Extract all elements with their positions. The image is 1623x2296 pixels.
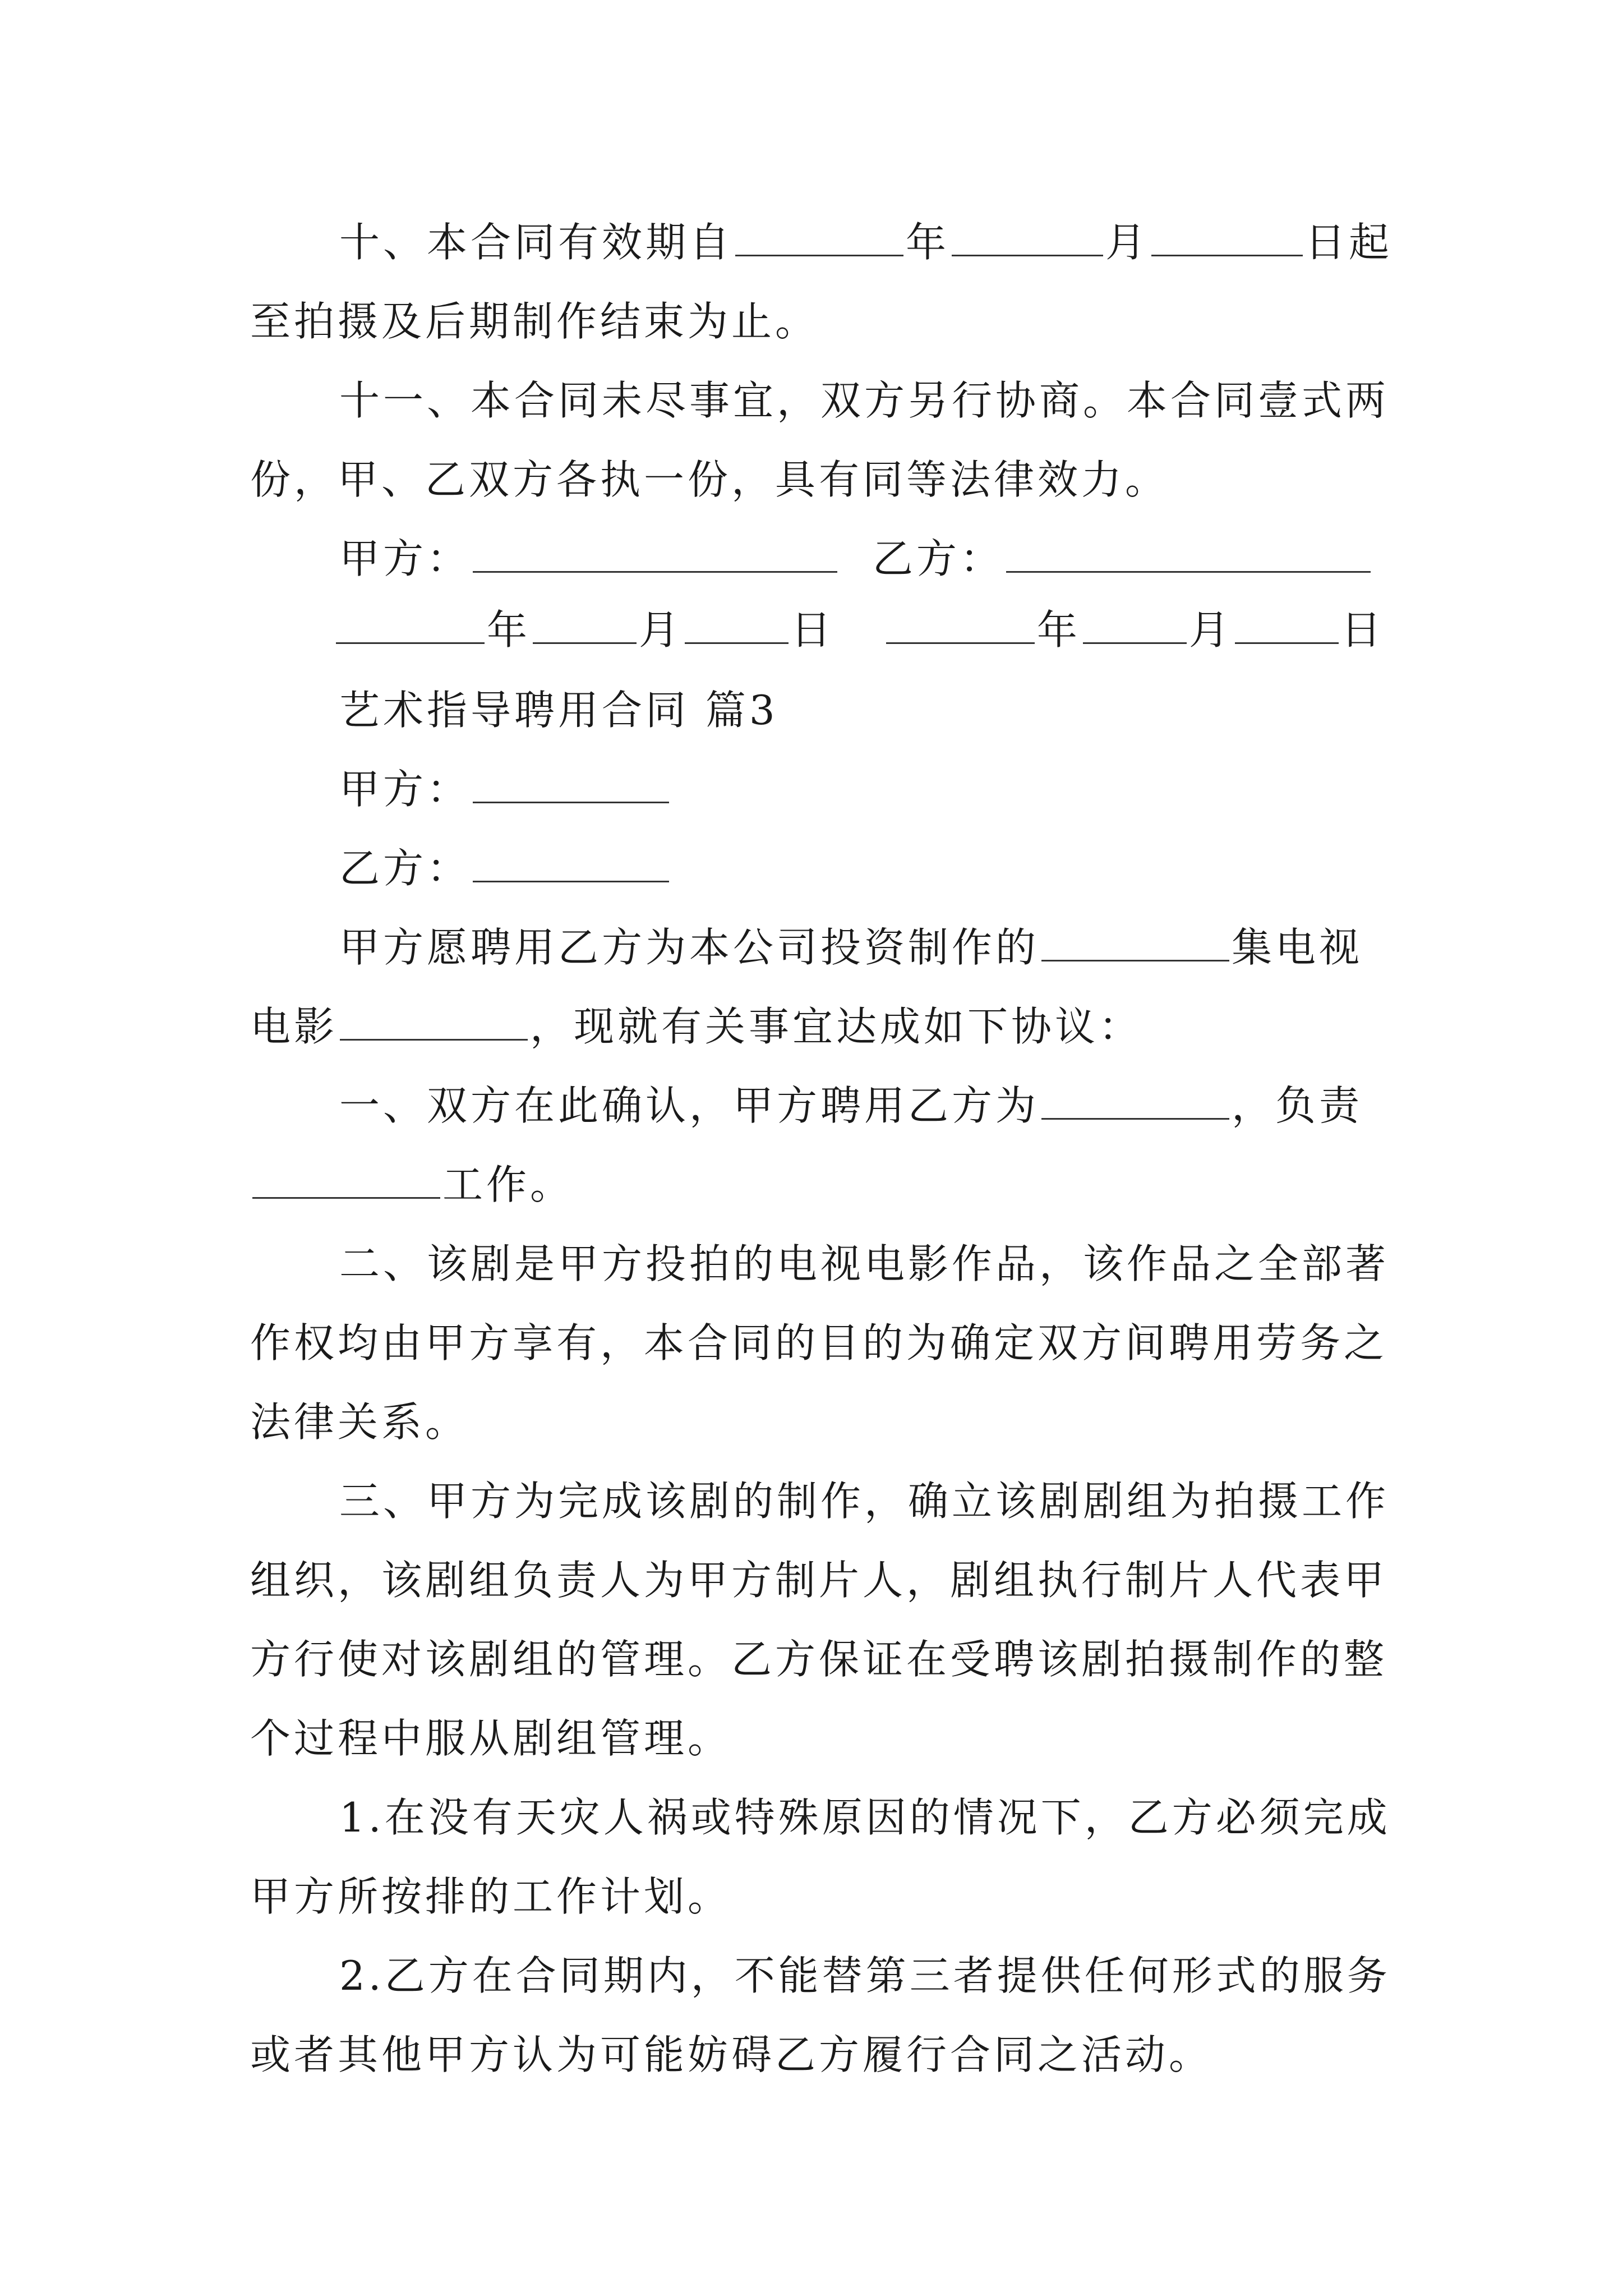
intro-text-1a: 甲方愿聘用乙方为本公司投资制作的 [339,924,1040,971]
party-b-day-label: 日 [1340,606,1385,654]
month-label: 月 [1105,219,1150,266]
clause-2-line-3: 法律关系。 [250,1398,469,1446]
party-b-line [339,840,671,896]
clause-1-text-a: 一、双方在此确认，甲方聘用乙方为 [339,1082,1040,1129]
intro-text-2b: ，现就有关事宜达成如下协议： [530,1003,1143,1050]
party-b-label: 乙方： [339,845,471,892]
party-b-year-label: 年 [1036,606,1081,654]
party-a-month-label: 月 [639,606,683,654]
clause-3-line-4: 个过程中服从剧组管理。 [250,1715,732,1762]
party-b-month-label: 月 [1188,606,1233,654]
start-day-blank [1151,217,1303,256]
item-2-line-1: 2.乙方在合同期内，不能替第三者提供任何形式的服务 [339,1952,1391,1999]
party-b-name-blank [473,843,669,882]
item-1-line-1: 1.在没有天灾人祸或特殊原因的情况下，乙方必须完成 [339,1794,1391,1841]
position-blank [1041,1080,1229,1120]
intro-line-2 [250,999,1142,1055]
party-a-line [339,761,671,817]
clause-11-line-1: 十一、本合同未尽事宜，双方另行协商。本合同壹式两 [339,377,1390,424]
intro-line-1 [339,919,1363,976]
clause-3-line-1: 三、甲方为完成该剧的制作，确立该剧剧组为拍摄工作 [339,1478,1390,1525]
item-1-line-2: 甲方所按排的工作计划。 [250,1873,732,1920]
film-title-blank [340,1001,528,1041]
clause-10-line-1 [339,214,1393,270]
party-b-day-blank [1235,604,1339,644]
clause-1-line-2 [250,1157,574,1213]
signature-dates [334,602,1385,658]
day-from-label: 日起 [1305,219,1393,266]
party-a-month-blank [533,604,637,644]
party-a-year-blank [336,604,485,644]
clause-1-text-b: ，负责 [1232,1082,1363,1129]
party-b-month-blank [1083,604,1187,644]
party-a-year-label: 年 [487,606,531,654]
party-a-name-blank [473,763,669,803]
clause-11-line-2: 份，甲、乙双方各执一份，具有同等法律效力。 [250,456,1169,503]
duty-blank [252,1159,440,1199]
episode-count-blank [1041,922,1229,961]
start-month-blank [952,217,1103,256]
clause-2-line-1: 二、该剧是甲方投拍的电视电影作品，该作品之全部著 [339,1240,1390,1287]
signature-party-a: 甲方： [339,535,471,582]
intro-text-2a: 电影 [250,1003,338,1050]
party-a-day-label: 日 [791,606,835,654]
clause-1-line-1 [339,1078,1363,1134]
clause-3-line-3: 方行使对该剧组的管理。乙方保证在受聘该剧拍摄制作的整 [250,1636,1388,1683]
party-a-signature-blank [473,533,837,573]
clause-3-line-2: 组织，该剧组负责人为甲方制片人，剧组执行制片人代表甲 [250,1557,1388,1604]
party-b-year-blank [886,604,1035,644]
item-2-line-2: 或者其他甲方认为可能妨碍乙方履行合同之活动。 [250,2031,1213,2078]
intro-text-1b: 集电视 [1232,924,1363,971]
signature-party-b: 乙方： [872,535,1004,582]
clause-10-line-2: 至拍摄及后期制作结束为止。 [250,298,819,345]
signature-parties [339,531,1373,587]
section-title: 艺术指导聘用合同 篇3 [339,687,778,734]
party-a-day-blank [685,604,789,644]
party-a-label: 甲方： [339,766,471,813]
start-year-blank [735,217,903,256]
year-label: 年 [906,219,950,266]
party-b-signature-blank [1006,533,1371,573]
clause-1-text-2: 工作。 [442,1161,574,1208]
clause-2-line-2: 作权均由甲方享有，本合同的目的为确定双方间聘用劳务之 [250,1319,1388,1366]
clause-10-prefix: 十、本合同有效期自 [339,219,734,266]
